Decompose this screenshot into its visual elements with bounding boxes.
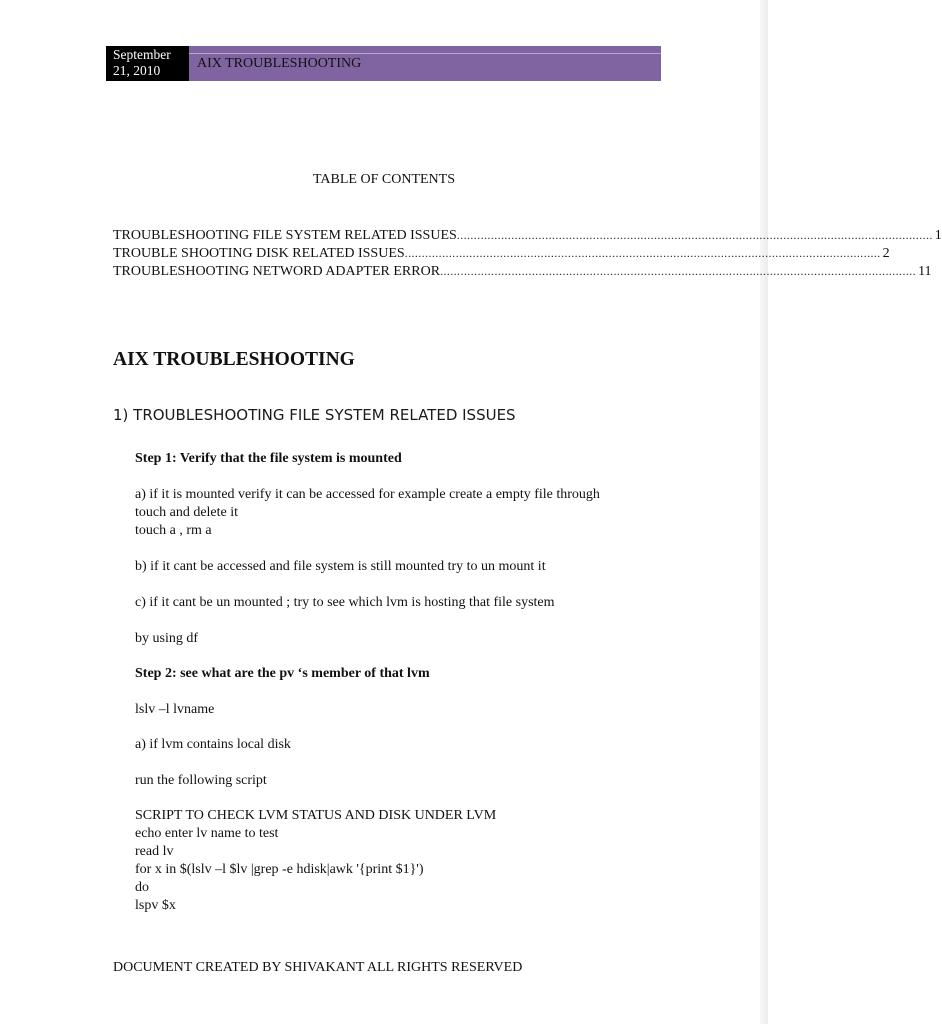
run-script-line: run the following script [135,773,267,788]
header-title-box [189,46,661,81]
header-title: AIX TROUBLESHOOTING [197,56,362,71]
step1-a-line3: touch a , rm a [135,523,212,538]
section-heading: 1) TROUBLESHOOTING FILE SYSTEM RELATED ISSUES [113,406,516,424]
header-date-line1: September [113,47,171,62]
header-rule [189,53,661,54]
toc-entry-title: TROUBLESHOOTING NETWORD ADAPTER ERROR [113,264,441,279]
header-date-box [106,46,189,81]
toc-entry-3[interactable] [113,262,932,280]
script-line: do [135,880,149,895]
header-date-line2: 21, 2010 [113,63,161,78]
script-line: echo enter lv name to test [135,826,279,841]
script-line: lspv $x [135,898,176,913]
page-footer: DOCUMENT CREATED BY SHIVAKANT ALL RIGHTS RESERVED [113,960,523,975]
toc-entry-page: 1 [934,228,942,243]
step1-a-line2: touch and delete it [135,505,239,520]
step1-b-line: b) if it cant be accessed and file system is still mounted try to un mount it [135,559,546,574]
scrollbar[interactable] [760,0,768,1024]
local-disk-line: a) if lvm contains local disk [135,737,291,752]
lslv-command: lslv –l lvname [135,702,215,717]
script-line: read lv [135,844,174,859]
toc-entry-title: TROUBLESHOOTING FILE SYSTEM RELATED ISSUES [113,228,457,243]
toc-entry-2[interactable] [113,244,890,262]
toc-leader-dots: ............................................................................................................................................ [404,246,881,260]
toc-leader-dots: ............................................................................................................................................ [456,228,933,242]
step1-heading: Step 1: Verify that the file system is mounted [135,451,402,466]
toc-entry-page: 11 [918,264,932,279]
toc-leader-dots: ............................................................................................................................................ [440,264,917,278]
step1-c-line: c) if it cant be un mounted ; try to see which lvm is hosting that file system [135,595,555,610]
toc-entry-1[interactable] [113,226,942,244]
toc-entry-title: TROUBLE SHOOTING DISK RELATED ISSUES [113,246,405,261]
df-line: by using df [135,631,198,646]
toc-entry-page: 2 [882,246,890,261]
step2-heading: Step 2: see what are the pv ‘s member of that lvm [135,666,430,681]
toc-heading: TABLE OF CONTENTS [313,172,455,187]
main-heading: AIX TROUBLESHOOTING [113,349,355,370]
script-title: SCRIPT TO CHECK LVM STATUS AND DISK UNDER LVM [135,808,497,823]
step1-a-line1: a) if it is mounted verify it can be accessed for example create a empty file through [135,487,600,502]
script-line: for x in $(lslv –l $lv |grep -e hdisk|awk '{print $1}') [135,862,424,877]
